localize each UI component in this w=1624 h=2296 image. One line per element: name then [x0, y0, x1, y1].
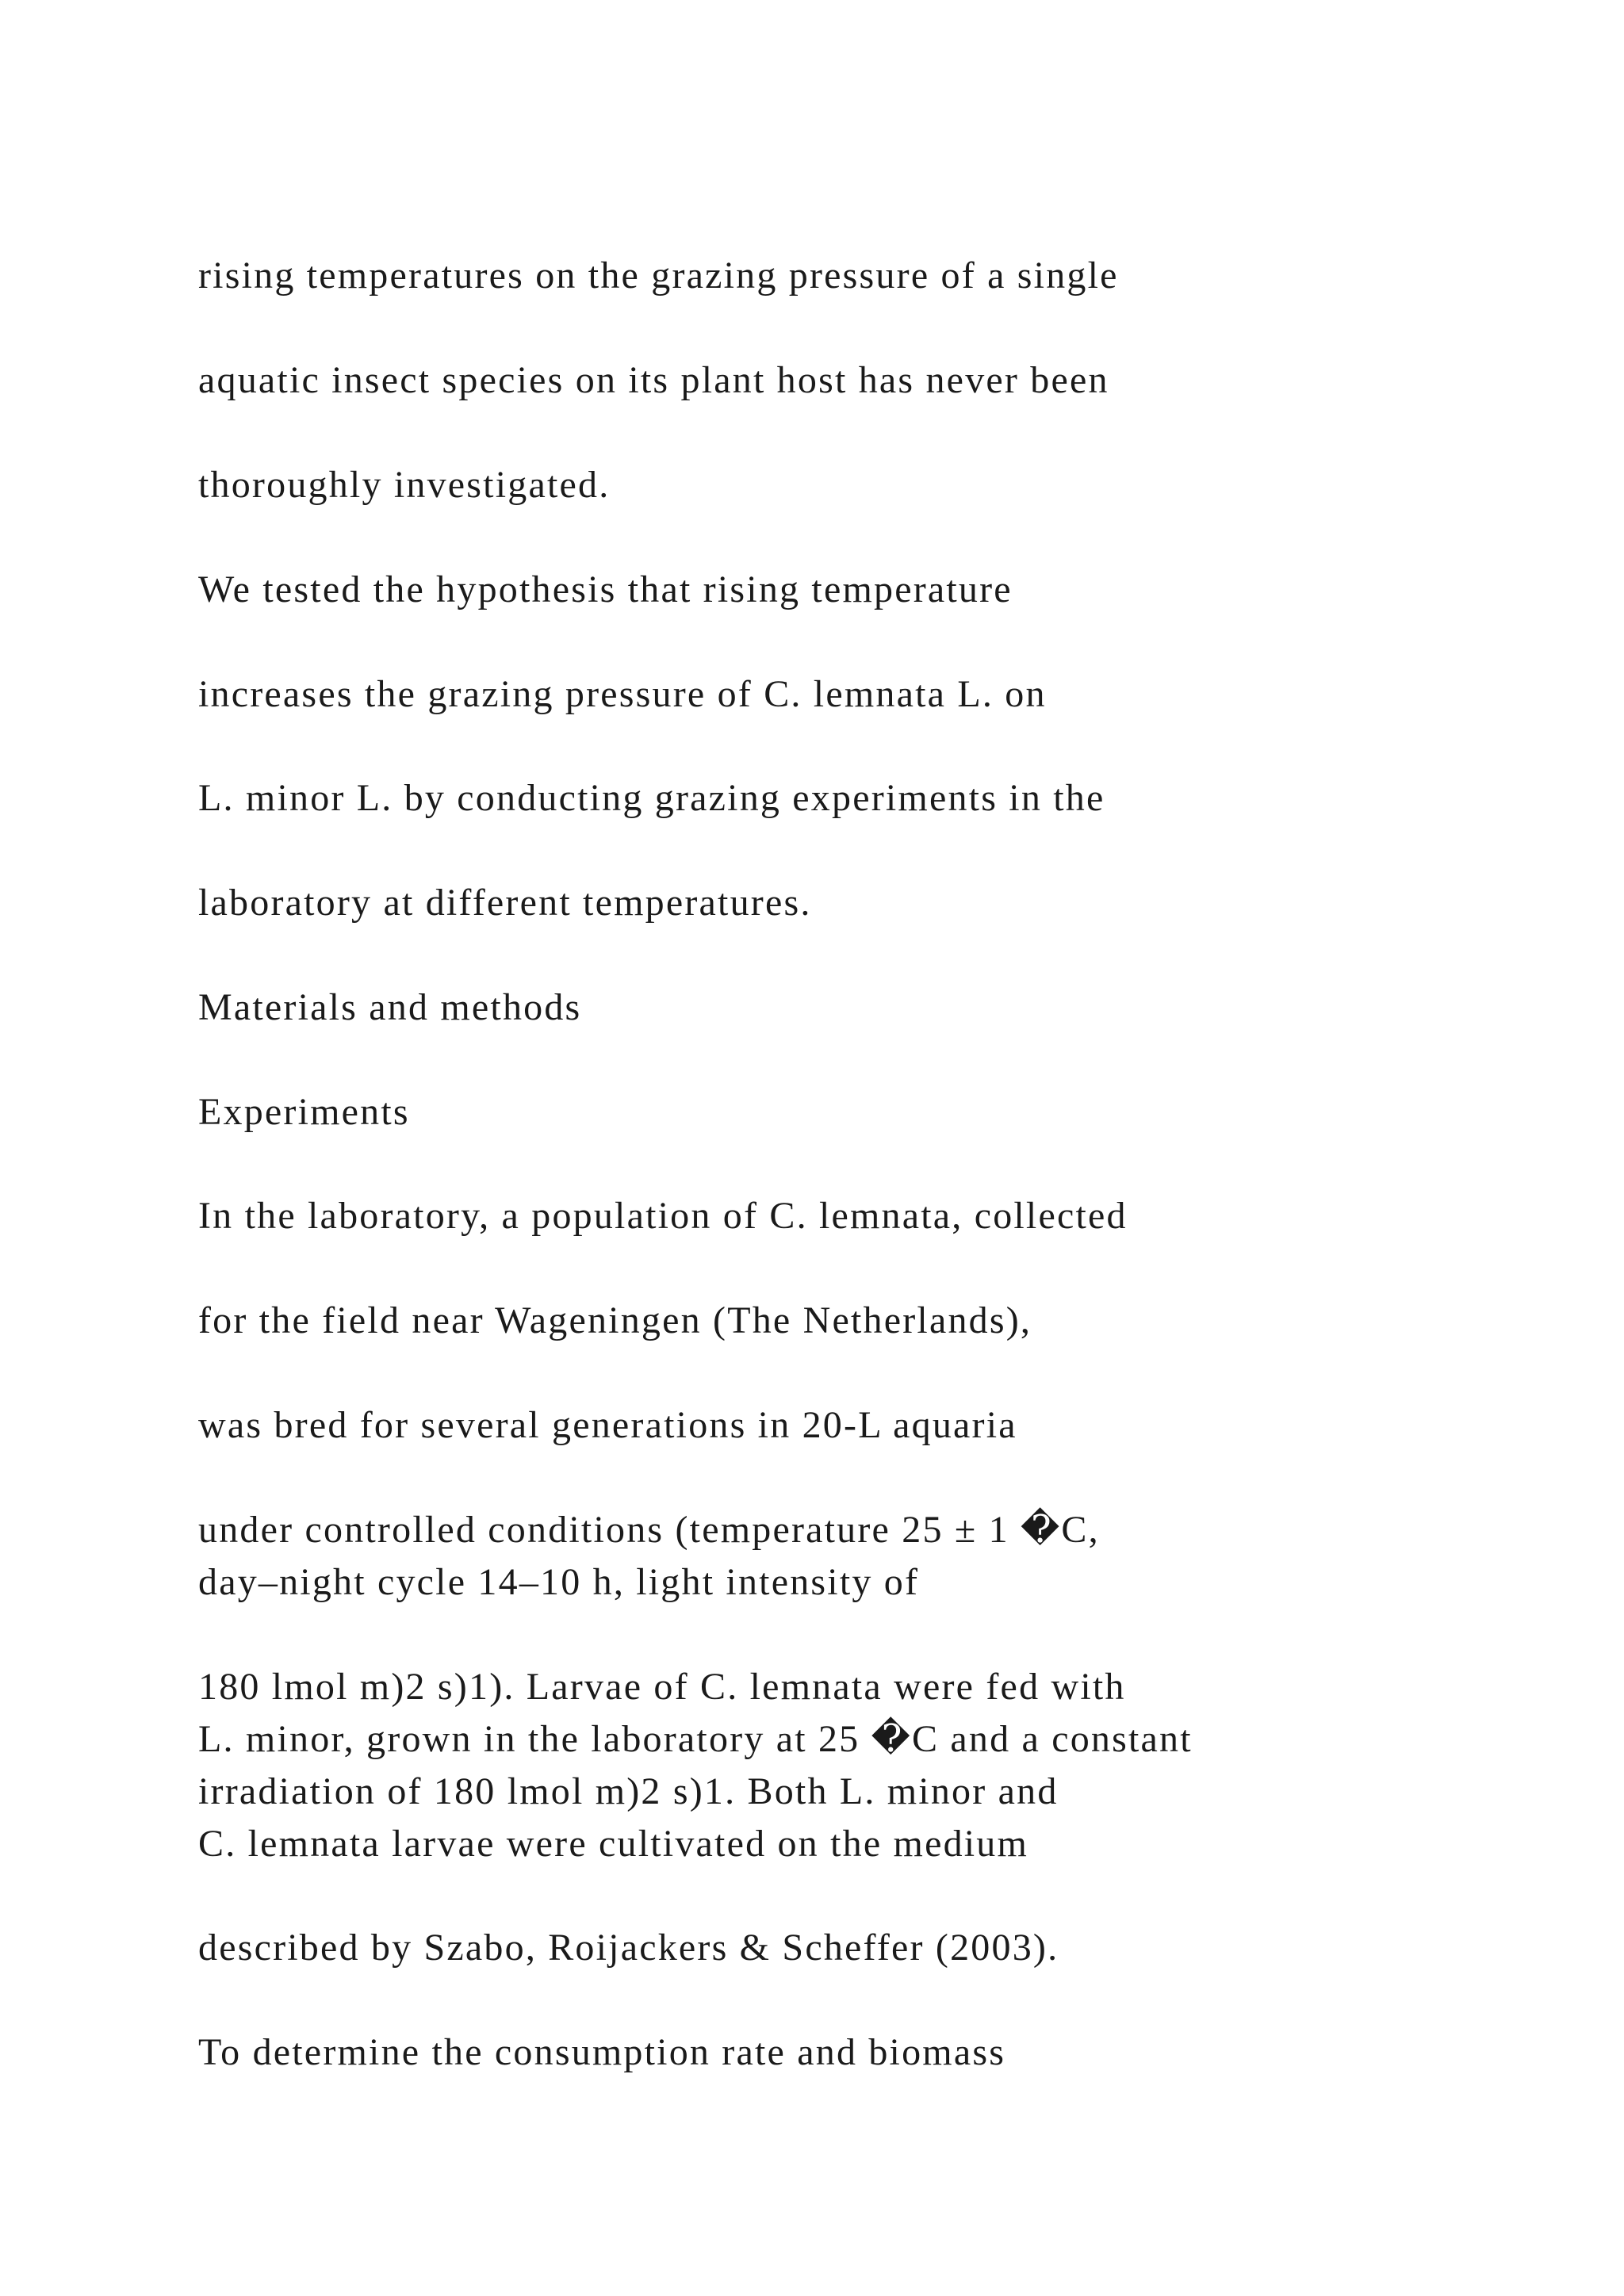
text-line: C. lemnata larvae were cultivated on the medium	[198, 1823, 1029, 1865]
text-line: thoroughly investigated.	[198, 464, 611, 506]
text-line: 180 lmol m)2 s)1). Larvae of C. lemnata were fed with	[198, 1666, 1126, 1708]
text-line: L. minor, grown in the laboratory at 25 �C and a constant	[198, 1718, 1193, 1760]
text-line: irradiation of 180 lmol m)2 s)1. Both L. minor and	[198, 1770, 1059, 1812]
text-line: We tested the hypothesis that rising temperature	[198, 568, 1013, 610]
text-line: increases the grazing pressure of C. lemnata L. on	[198, 673, 1047, 715]
section-heading: Materials and methods	[198, 986, 582, 1028]
text-line: aquatic insect species on its plant host has never been	[198, 359, 1109, 401]
subsection-heading: Experiments	[198, 1091, 410, 1133]
text-line: was bred for several generations in 20-L aquaria	[198, 1404, 1017, 1446]
text-line: rising temperatures on the grazing pressure of a single	[198, 254, 1119, 297]
text-line: described by Szabo, Roijackers & Scheffer (2003).	[198, 1927, 1059, 1969]
text-line: To determine the consumption rate and biomass	[198, 2031, 1006, 2073]
text-line: L. minor L. by conducting grazing experiments in the	[198, 777, 1105, 819]
text-line: for the field near Wageningen (The Netherlands),	[198, 1299, 1032, 1341]
text-line: under controlled conditions (temperature 25 ± 1 �C,	[198, 1509, 1100, 1551]
text-line: laboratory at different temperatures.	[198, 882, 812, 924]
text-line: In the laboratory, a population of C. lemnata, collected	[198, 1195, 1128, 1237]
text-line: day–night cycle 14–10 h, light intensity of	[198, 1561, 920, 1603]
